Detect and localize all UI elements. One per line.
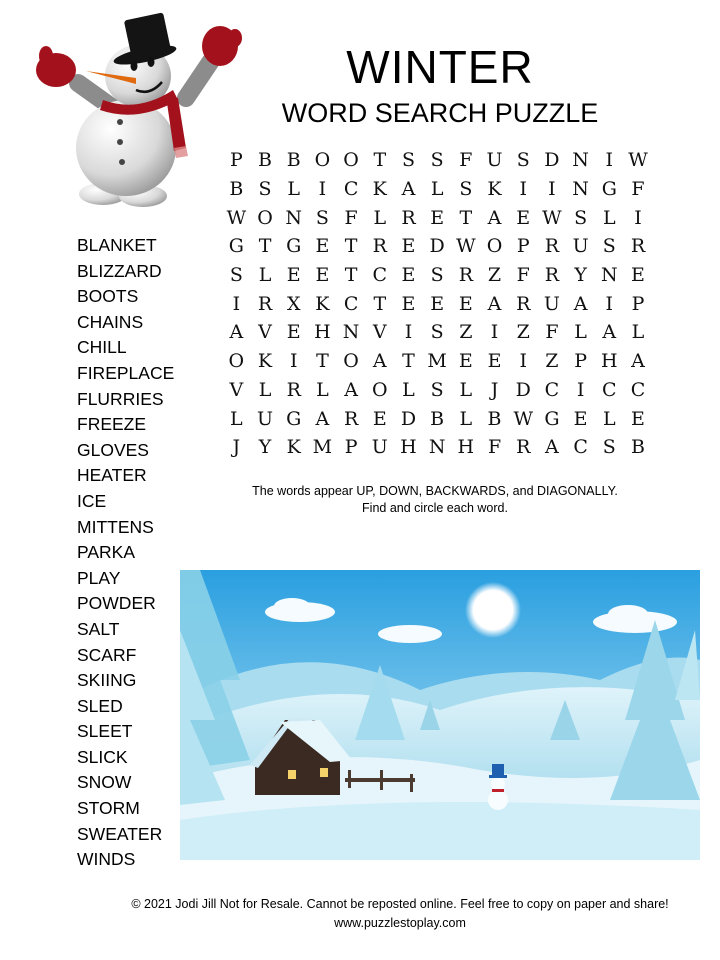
grid-letter[interactable]: I <box>548 178 556 201</box>
grid-letter[interactable]: R <box>544 264 560 287</box>
grid-letter[interactable]: C <box>372 264 388 287</box>
grid-letter[interactable]: I <box>634 206 642 229</box>
grid-letter[interactable]: C <box>630 378 646 401</box>
grid-letter[interactable]: R <box>343 407 359 430</box>
grid-letter[interactable]: S <box>430 149 444 172</box>
word-list-item: GLOVES <box>77 439 149 460</box>
grid-letter[interactable]: R <box>516 292 531 315</box>
grid-letter[interactable]: L <box>287 178 301 201</box>
grid-letter[interactable]: S <box>602 436 616 459</box>
grid-letter[interactable]: U <box>486 149 503 172</box>
grid-letter[interactable]: F <box>459 149 473 172</box>
grid-letter[interactable]: P <box>574 350 587 373</box>
word-list-item: BLIZZARD <box>77 260 162 281</box>
grid-letter[interactable]: E <box>315 264 330 287</box>
grid-letter[interactable]: E <box>487 350 502 373</box>
grid-letter[interactable]: O <box>486 235 503 258</box>
grid-letter[interactable]: L <box>258 264 272 287</box>
grid-letter[interactable]: F <box>344 206 358 229</box>
grid-letter[interactable]: U <box>257 407 274 430</box>
grid-letter[interactable]: B <box>229 178 244 201</box>
word-list-item: ICE <box>77 490 107 511</box>
grid-letter[interactable]: E <box>631 264 645 287</box>
grid-letter[interactable]: W <box>628 149 648 172</box>
word-list-item: BLANKET <box>77 235 157 255</box>
grid-letter[interactable]: H <box>457 436 475 459</box>
grid-letter[interactable]: D <box>515 378 531 401</box>
instructions-line-1: The words appear UP, DOWN, BACKWARDS, and DIAGONALLY. <box>252 484 618 498</box>
grid-letter[interactable]: T <box>373 149 387 172</box>
grid-letter[interactable]: A <box>487 206 502 229</box>
grid-letter[interactable]: H <box>400 436 417 459</box>
word-list-item: FLURRIES <box>77 388 164 409</box>
grid-letter[interactable]: E <box>458 350 473 373</box>
word-list-item: PLAY <box>77 567 121 588</box>
grid-letter[interactable]: L <box>459 407 473 430</box>
grid-letter[interactable]: N <box>572 178 589 201</box>
grid-letter[interactable]: E <box>315 235 330 258</box>
grid-letter[interactable]: N <box>572 149 589 172</box>
grid-letter[interactable]: S <box>516 149 530 172</box>
grid-letter[interactable]: V <box>372 321 387 344</box>
grid-letter[interactable]: V <box>258 321 272 344</box>
grid-letter[interactable]: G <box>286 235 302 258</box>
word-list-item: SKIING <box>77 670 137 691</box>
grid-letter[interactable]: D <box>544 149 560 172</box>
grid-letter[interactable]: A <box>602 321 617 344</box>
grid-letter[interactable]: R <box>401 206 416 229</box>
grid-letter[interactable]: A <box>401 178 416 201</box>
grid-letter[interactable]: A <box>229 321 244 344</box>
grid-letter[interactable]: J <box>490 378 499 401</box>
word-list-item: HEATER <box>77 465 147 486</box>
grid-letter[interactable]: Z <box>545 350 559 373</box>
grid-letter[interactable]: P <box>229 149 243 172</box>
grid-letter[interactable]: N <box>285 206 303 229</box>
grid-letter[interactable]: I <box>519 178 527 201</box>
grid-letter[interactable]: L <box>602 206 616 229</box>
grid-letter[interactable]: I <box>605 292 614 315</box>
grid-letter[interactable]: W <box>456 235 476 258</box>
grid-row <box>222 203 652 232</box>
word-list-item: SNOW <box>77 772 132 793</box>
grid-row <box>222 289 652 318</box>
grid-letter[interactable]: K <box>286 436 301 459</box>
grid-letter[interactable]: N <box>342 321 360 344</box>
instructions-line-2: Find and circle each word. <box>362 501 508 515</box>
grid-letter[interactable]: V <box>229 378 244 401</box>
grid-letter[interactable]: O <box>314 149 331 172</box>
grid-letter[interactable]: O <box>257 206 273 229</box>
grid-letter[interactable]: E <box>458 292 473 315</box>
grid-letter[interactable]: C <box>343 292 359 315</box>
grid-letter[interactable]: A <box>344 378 358 401</box>
grid-letter[interactable]: A <box>487 292 502 315</box>
grid-letter[interactable]: K <box>372 178 387 201</box>
grid-row <box>222 433 652 462</box>
grid-letter[interactable]: A <box>372 350 387 373</box>
grid-letter[interactable]: H <box>600 350 618 373</box>
grid-letter[interactable]: O <box>228 350 245 373</box>
grid-letter[interactable]: T <box>316 350 329 373</box>
grid-letter[interactable]: R <box>630 235 646 258</box>
grid-letter[interactable]: C <box>544 378 560 401</box>
grid-letter[interactable]: I <box>519 350 527 373</box>
grid-letter[interactable]: B <box>630 436 645 459</box>
footer <box>60 895 720 933</box>
grid-letter[interactable]: R <box>544 235 560 258</box>
grid-letter[interactable]: F <box>487 436 502 459</box>
word-list-item: WINDS <box>77 849 136 870</box>
grid-letter[interactable]: F <box>516 264 530 287</box>
word-list-item: SLICK <box>77 746 128 767</box>
grid-letter[interactable]: C <box>602 378 617 401</box>
winter-scene-illustration <box>180 570 700 860</box>
word-list-item: MITTENS <box>77 516 154 537</box>
word-list-item: FIREPLACE <box>77 362 175 383</box>
grid-letter[interactable]: S <box>459 178 473 201</box>
grid-letter[interactable]: E <box>516 206 531 229</box>
grid-letter[interactable]: L <box>459 378 473 401</box>
grid-letter[interactable]: O <box>343 350 359 373</box>
snowman-illustration <box>28 8 243 208</box>
grid-letter[interactable]: D <box>400 407 417 430</box>
word-list-item: POWDER <box>77 593 156 614</box>
grid-letter[interactable]: I <box>232 292 241 315</box>
grid-letter[interactable]: N <box>428 436 446 459</box>
grid-letter[interactable]: Z <box>459 321 473 344</box>
grid-letter[interactable]: U <box>543 292 560 315</box>
grid-letter[interactable]: G <box>228 235 244 258</box>
grid-letter[interactable]: R <box>286 378 301 401</box>
grid-row <box>222 404 652 433</box>
grid-letter[interactable]: X <box>286 292 301 315</box>
grid-letter[interactable]: Z <box>516 321 530 344</box>
grid-letter[interactable]: T <box>258 235 272 258</box>
word-list-item: BOOTS <box>77 286 139 307</box>
grid-letter[interactable]: J <box>232 436 241 459</box>
word-list-item: SWEATER <box>77 823 163 844</box>
grid-letter[interactable]: Y <box>574 264 587 287</box>
grid-letter[interactable]: E <box>401 235 416 258</box>
grid-letter[interactable]: G <box>544 407 560 430</box>
word-list-item: FREEZE <box>77 414 147 435</box>
grid-letter[interactable]: R <box>372 235 387 258</box>
grid-letter[interactable]: I <box>318 178 327 201</box>
grid-letter[interactable]: G <box>286 407 302 430</box>
instructions <box>200 483 670 517</box>
grid-letter[interactable]: T <box>402 350 415 373</box>
grid-letter[interactable]: P <box>344 436 358 459</box>
grid-letter[interactable]: B <box>430 407 445 430</box>
grid-letter[interactable]: I <box>576 378 585 401</box>
grid-letter[interactable]: L <box>316 378 329 401</box>
grid-letter[interactable]: E <box>401 264 416 287</box>
grid-letter[interactable]: L <box>402 378 415 401</box>
grid-letter[interactable]: B <box>487 407 502 430</box>
grid-letter[interactable]: E <box>286 264 301 287</box>
grid-letter[interactable]: N <box>600 264 618 287</box>
word-list-item: CHILL <box>77 337 127 358</box>
grid-letter[interactable]: L <box>631 321 645 344</box>
grid-letter[interactable]: S <box>430 321 444 344</box>
word-list <box>77 233 174 873</box>
grid-letter[interactable]: L <box>602 407 616 430</box>
page-title: WINTER <box>346 41 534 93</box>
grid-letter[interactable]: L <box>230 407 243 430</box>
grid-letter[interactable]: W <box>226 206 247 229</box>
grid-row <box>222 146 652 175</box>
grid-letter[interactable]: U <box>572 235 589 258</box>
grid-letter[interactable]: C <box>573 436 588 459</box>
grid-letter[interactable]: K <box>315 292 330 315</box>
grid-letter[interactable]: E <box>401 292 416 315</box>
grid-letter[interactable]: T <box>459 206 473 229</box>
grid-letter[interactable]: M <box>312 436 333 459</box>
grid-row <box>222 232 652 261</box>
grid-letter[interactable]: R <box>516 436 531 459</box>
word-search-grid <box>222 146 652 462</box>
grid-row <box>222 376 652 405</box>
sun-icon <box>465 582 521 638</box>
grid-letter[interactable]: Z <box>487 264 502 287</box>
grid-letter[interactable]: L <box>258 378 272 401</box>
grid-letter[interactable]: P <box>516 235 530 258</box>
grid-letter[interactable]: I <box>404 321 413 344</box>
grid-letter[interactable]: A <box>545 436 559 459</box>
grid-letter[interactable]: K <box>487 178 502 201</box>
copyright-notice: © 2021 Jodi Jill Not for Resale. Cannot be reposted online. Feel free to copy on paper and share! <box>131 897 669 911</box>
grid-letter[interactable]: H <box>314 321 331 344</box>
word-list-item: CHAINS <box>77 311 144 332</box>
grid-letter[interactable]: B <box>258 149 273 172</box>
grid-letter[interactable]: A <box>315 407 330 430</box>
grid-letter[interactable]: O <box>371 378 388 401</box>
grid-row <box>222 175 652 204</box>
grid-letter[interactable]: C <box>343 178 359 201</box>
grid-letter[interactable]: I <box>605 149 614 172</box>
grid-letter[interactable]: S <box>430 378 444 401</box>
grid-letter[interactable]: S <box>602 235 616 258</box>
grid-letter[interactable]: F <box>631 178 645 201</box>
grid-letter[interactable]: S <box>401 149 415 172</box>
word-list-item: SLED <box>77 695 123 716</box>
grid-letter[interactable]: S <box>258 178 272 201</box>
grid-letter[interactable]: E <box>430 206 445 229</box>
grid-letter[interactable]: L <box>373 206 387 229</box>
grid-letter[interactable]: Y <box>258 436 272 459</box>
grid-letter[interactable]: P <box>631 292 645 315</box>
grid-letter[interactable]: R <box>257 292 273 315</box>
grid-letter[interactable]: R <box>458 264 473 287</box>
grid-letter[interactable]: E <box>430 292 445 315</box>
grid-letter[interactable]: K <box>257 350 273 373</box>
grid-letter[interactable]: T <box>344 264 358 287</box>
word-list-item: STORM <box>77 798 140 819</box>
grid-letter[interactable]: S <box>574 206 588 229</box>
word-list-item: SALT <box>77 618 120 639</box>
grid-letter[interactable]: L <box>430 178 444 201</box>
grid-letter[interactable]: T <box>344 235 358 258</box>
grid-letter[interactable]: B <box>286 149 301 172</box>
grid-row <box>222 261 652 290</box>
grid-letter[interactable]: E <box>372 407 387 430</box>
word-list-item: PARKA <box>77 542 136 563</box>
word-list-item: SCARF <box>77 644 137 665</box>
grid-letter[interactable]: L <box>574 321 587 344</box>
grid-letter[interactable]: E <box>631 407 645 430</box>
grid-letter[interactable]: W <box>542 206 562 229</box>
grid-letter[interactable]: M <box>427 350 447 373</box>
website-url: www.puzzlestoplay.com <box>334 916 466 930</box>
grid-letter[interactable]: F <box>545 321 559 344</box>
grid-letter[interactable]: U <box>371 436 388 459</box>
grid-letter[interactable]: T <box>373 292 387 315</box>
grid-letter[interactable]: S <box>229 264 243 287</box>
grid-row <box>222 347 652 376</box>
grid-letter[interactable]: A <box>573 292 588 315</box>
grid-letter[interactable]: I <box>289 350 298 373</box>
grid-letter[interactable]: G <box>601 178 617 201</box>
grid-letter[interactable]: A <box>631 350 645 373</box>
word-list-item: SLEET <box>77 721 133 742</box>
grid-letter[interactable]: S <box>430 264 444 287</box>
grid-letter[interactable]: W <box>513 407 533 430</box>
grid-letter[interactable]: E <box>573 407 588 430</box>
grid-letter[interactable]: O <box>343 149 359 172</box>
page-subtitle: WORD SEARCH PUZZLE <box>281 98 599 128</box>
grid-letter[interactable]: I <box>490 321 499 344</box>
grid-letter[interactable]: E <box>286 321 301 344</box>
grid-letter[interactable]: D <box>429 235 445 258</box>
grid-letter[interactable]: S <box>315 206 329 229</box>
grid-row <box>222 318 652 347</box>
